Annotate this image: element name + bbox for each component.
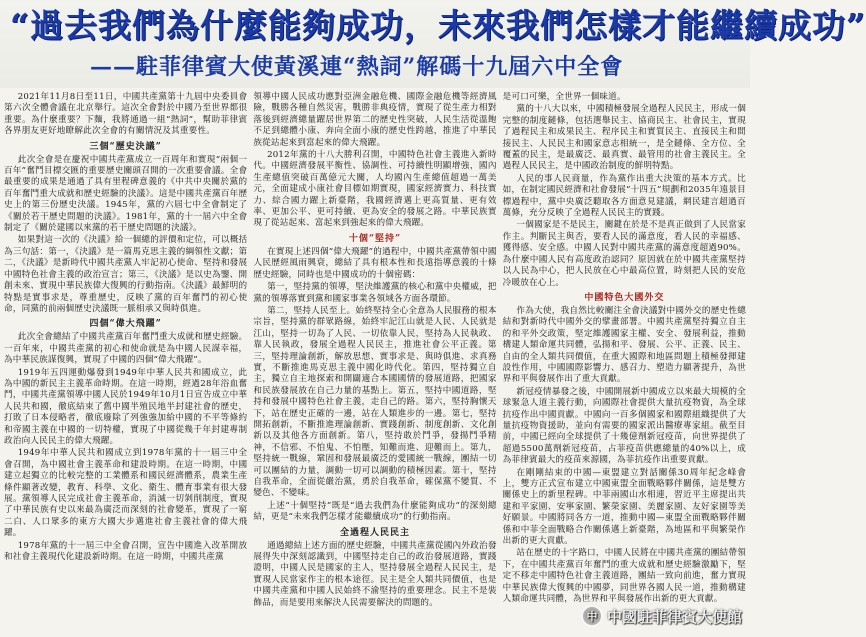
column-3 bbox=[503, 92, 746, 637]
column-2 bbox=[253, 92, 496, 637]
article-title: “過去我們為什麼能夠成功，未來我們怎樣才能繼續成功” bbox=[10, 6, 866, 45]
paragraph: 在實現上述四個“偉大飛躍”的過程中，中國共產黨帶領中國人民歷經風雨興衰，總結了具有根本性和長遠指導意義的十條歷史經驗，同時也是中國成功的十個密碼： bbox=[253, 246, 497, 280]
paragraph: 如果對這一次的《決議》給一個總的評價和定位，可以概括為三句話：第一，《決議》是一篇馬克思主義的綱領性文獻；第二，《決議》是新時代中國共產黨人牢記初心使命、堅持和發展中國特色社會主義的政治宣言；第三，《決議》是以史為鑒、開創未來、實現中華民族偉大復興的行動指南。《決議》最鮮明的特點是實事求是，尊重歷史，反映了黨的百年奮鬥的初心使命，同黨的前兩個歷史決議既一脈相承又與時俱進。 bbox=[4, 235, 248, 314]
paragraph: 上述“十個堅持”既是“過去我們為什麼能夠成功”的深刻總結，更是“未來我們怎樣才能繼續成功”的行動指南。 bbox=[253, 500, 497, 523]
paragraph: 人民的事人民商量，作為黨作出重大決策的基本方式。比如，在制定國民經濟和社會發展“十四五”規劃和2035年遠景目標過程中，黨中央廣泛聽取各方面意見建議，網民建言超過百萬條，充分反映了全過程人民民主的實踐。 bbox=[502, 173, 746, 219]
paragraph: 黨的十八大以來，中國積極發展全過程人民民主，形成一個完整的制度鏈條，包括選舉民主、協商民主、社會民主，實現了過程民主和成果民主、程序民主和實質民主、直接民主和間接民主、人民民主和國家意志相統一，是全鏈條、全方位、全覆蓋的民主，是最廣泛、最真實、最管用的社會主義民主。全過程人民民主，是中國政治制度的鮮明特點。 bbox=[502, 104, 746, 172]
paragraph: 新冠疫情暴發之後，中國開展新中國成立以來最大規模的全球緊急人道主義行動，向國際社會提供大量抗疫物資，為全球抗疫作出中國貢獻。中國向一百多個國家和國際組織提供了大量抗疫物資援助，並向有需要的國家派出醫療專家組。截至目前，中國已經向全球提供了十幾億劑新冠疫苗，向世界提供了超過5500萬劑新冠疫苗，占菲疫苗供應總量的40%以上，成為菲律賓最大的疫苗來源國，為菲抗疫作出重要貢獻。 bbox=[502, 386, 746, 466]
paragraph: 1919年五四運動爆發到1949年中華人民共和國成立，此為中國的新民主主義革命時期。在這一時期，經過28年浴血奮鬥，中國共產黨領導中國人民於1949年10月1日宣告成立中華人民共和國，徹底結束了舊中國半殖民地半封建社會的歷史，打敗了日本侵略者，徹底廢除了列強強加給中國的不平等條約和帝國主義在中國的一切特權，實現了中國從幾千年封建專制政治向人民民主的偉大飛躍。 bbox=[4, 367, 248, 446]
column-1 bbox=[4, 92, 247, 637]
watermark-text: 中國駐菲律賓大使館 bbox=[606, 607, 742, 626]
section-heading: 十個“堅持” bbox=[348, 233, 402, 244]
paragraph: 一個國家是不是民主，關鍵在於是不是真正做到了人民當家作主。判斷民主與否，要看人民的滿意度，看人民的幸福感、獲得感、安全感。中國人民對中國共產黨的滿意度超過90%。為什麼中國人民有高度政治認同？原因就在於中國共產黨堅持以人民為中心，把人民放在心中最高位置，時刻把人民的安危冷暖放在心上。 bbox=[502, 220, 746, 288]
paragraph: 1949年中華人民共和國成立到1978年黨的十一屆三中全會召開，為中國社會主義革命和建設時期。在這一時期，中國建立起獨立的比較完整的工業體系和國民經濟體系，農業生產條件顯著改變，教育、科學、文化、衛生、體育事業有很大發展。黨領導人民完成社會主義革命，消滅一切剝削制度，實現了中華民族有史以來最為廣泛而深刻的社會變革，實現了一窮二白、人口眾多的東方大國大步邁進社會主義社會的偉大飛躍。 bbox=[4, 448, 248, 539]
paragraph: 2021年11月8日至11日，中國共產黨第十九屆中央委員會第六次全體會議在北京舉行。這次全會對於中國乃至世界都很重要。為什麼重要？下麵，我將通過一組“熱詞”，幫助菲律賓各界朋友更好地瞭解此次全會的有關情況及其重要性。 bbox=[4, 92, 248, 137]
paragraph: 第一，堅持黨的領導，堅決維護黨的核心和黨中央權威，把黨的領導落實到黨和國家事業各領域各方面各環節。 bbox=[253, 282, 497, 304]
embassy-watermark bbox=[581, 603, 742, 629]
paragraph: 第二，堅持人民至上。始終堅持全心全意為人民服務的根本宗旨，堅持黨的群眾路線，始終牢記江山就是人民、人民就是江山，堅持一切為了人民、一切依靠人民，堅持為人民執政、靠人民執政，發展全過程人民民主，推進社會公平正義。第三，堅持理論創新，解放思想、實事求是、與時俱進、求真務實，不斷推進馬克思主義中國化時代化。第四，堅持獨立自主，獨立自主地探索和開闢適合本國國情的發展道路，把國家和民族發展放在自己力量的基點上。第五，堅持中國道路，堅持和發展中國特色社會主義，走自己的路。第六，堅持胸懷天下，站在歷史正確的一邊，站在人類進步的一邊。第七，堅持開拓創新，不斷推進理論創新、實踐創新、制度創新、文化創新以及其他各方面創新。第八，堅持敢於鬥爭，發揚鬥爭精神，不信邪、不怕鬼、不怕壓，知難而進、迎難而上。第九，堅持統一戰線，鞏固和發展最廣泛的愛國統一戰線，團結一切可以團結的力量，調動一切可以調動的積極因素。第十，堅持自我革命，全面從嚴治黨，勇於自我革命，確保黨不變質、不變色、不變味。 bbox=[253, 305, 497, 499]
section-heading: 四個“偉大飛躍” bbox=[89, 319, 162, 330]
section-heading: 中國特色大國外交 bbox=[584, 292, 665, 303]
paragraph: 此次全會是在慶祝中國共產黨成立一百周年和實現“兩個一百年”奮鬥目標交匯的重要歷史關頭召開的一次重要會議。全會最重要的成果是通過了具有里程碑意義的《中共中央關於黨的百年奮鬥重大成就和歷史經驗的決議》。這是中國共產黨百年歷史上的第三份歷史決議。1945年，黨的六屆七中全會制定了《關於若干歷史問題的決議》。1981年，黨的十一屆六中全會制定了《關於建國以來黨的若干歷史問題的決議》。 bbox=[4, 154, 248, 234]
section-heading: 三個“歷史決議” bbox=[89, 141, 162, 152]
paragraph: 站在歷史的十字路口，中國人民將在中國共產黨的團結帶領下，在中國共產黨百年奮鬥的重大成就和歷史經驗激勵下，堅定不移走中國特色社會主義道路，團結一致向前進，奮力實現中華民族偉大復興的中國夢，同世界各國人民一道，推動構建人類命運共同體，為世界和平與發展作出新的更大貢獻。 bbox=[502, 548, 746, 605]
paragraph: 此次全會總結了中國共產黨百年奮鬥重大成就和歷史經驗。一百年來，中國共產黨的初心和使命就是為中國人民謀幸福，為中華民族謀復興，實現了中國的四個“偉大飛躍”。 bbox=[4, 332, 248, 366]
paragraph: 在剛剛結束的中國—東盟建立對話關係30周年紀念峰會上，雙方正式宣布建立中國東盟全面戰略夥伴關係，這是雙方關係史上的新里程碑。中菲兩國山水相連，習近平主席提出共建和平家園、安寧家園、繁榮家園、美麗家園、友好家園等美好願景。中國將同各方一道，推動中國—東盟全面戰略夥伴關係和中菲全面戰略合作關係邁上新臺階，為地區和平與繁榮作出新的更大貢獻。 bbox=[502, 467, 746, 547]
article-header bbox=[0, 0, 866, 88]
paragraph: 領導中國人民成功應對亞洲金融危機、國際金融危機等經濟風險，戰勝各種自然災害，戰勝非典疫情，實現了從生產力相對落後到經濟總量躍居世界第二的歷史性突破，人民生活從溫飽不足到總體小康、奔向全面小康的歷史性跨越，推進了中華民族從站起來到富起來的偉大飛躍。 bbox=[253, 92, 497, 148]
article-body bbox=[4, 92, 746, 637]
section-heading: 全過程人民民主 bbox=[339, 527, 410, 538]
embassy-logo-icon: 中 bbox=[581, 605, 603, 627]
paragraph: 通過總結上述方面的歷史經驗，中國共產黨從國內外政治發展得失中深刻認識到，中國堅持走自己的政治發展道路，實踐證明，中國人民是國家的主人，堅持發展全過程人民民主，是實現人民當家作主的根本途徑。民主是全人類共同價值，也是中國共產黨和中國人民始終不渝堅持的重要理念。民主不是裝飾品，而是要用來解決人民需要解決的問題的。 bbox=[253, 540, 497, 608]
paragraph: 作為大使，我自然比較關注全會決議對中國外交的歷史性總結和對新時代中國外交的擘畫部署。中國共產黨堅持獨立自主的和平外交政策，堅定維護國家主權、安全、發展利益，推動構建人類命運共同體，弘揚和平、發展、公平、正義、民主、自由的全人類共同價值，在重大國際和地區問題上積極發揮建設性作用，中國國際影響力、感召力、塑造力顯著提升，為世界和平與發展作出了重大貢獻。 bbox=[502, 305, 746, 385]
paragraph: 2012年黨的十八大勝利召開，中國特色社會主義進入新時代。中國經濟發展平衡性、協調性、可持續性明顯增強，國內生產總值突破百萬億元大關，人均國內生產總值超過一萬美元，全面建成小康社會目標如期實現，國家經濟實力、科技實力、綜合國力躍上新臺階，我國經濟邁上更高質量、更有效率、更加公平、更可持續、更為安全的發展之路。中華民族實現了從站起來、富起來到強起來的偉大飛躍。 bbox=[253, 150, 497, 229]
paragraph: 1978年黨的十一屆三中全會召開，宣告中國進入改革開放和社會主義現代化建設新時期。在這一時期，中國共產黨 bbox=[4, 540, 248, 563]
article-subtitle: ——駐菲律賓大使黃溪連“熱詞”解碼十九屆六中全會 bbox=[90, 54, 624, 80]
paragraph: 是可口可樂，全世界一個味道。 bbox=[502, 92, 626, 102]
